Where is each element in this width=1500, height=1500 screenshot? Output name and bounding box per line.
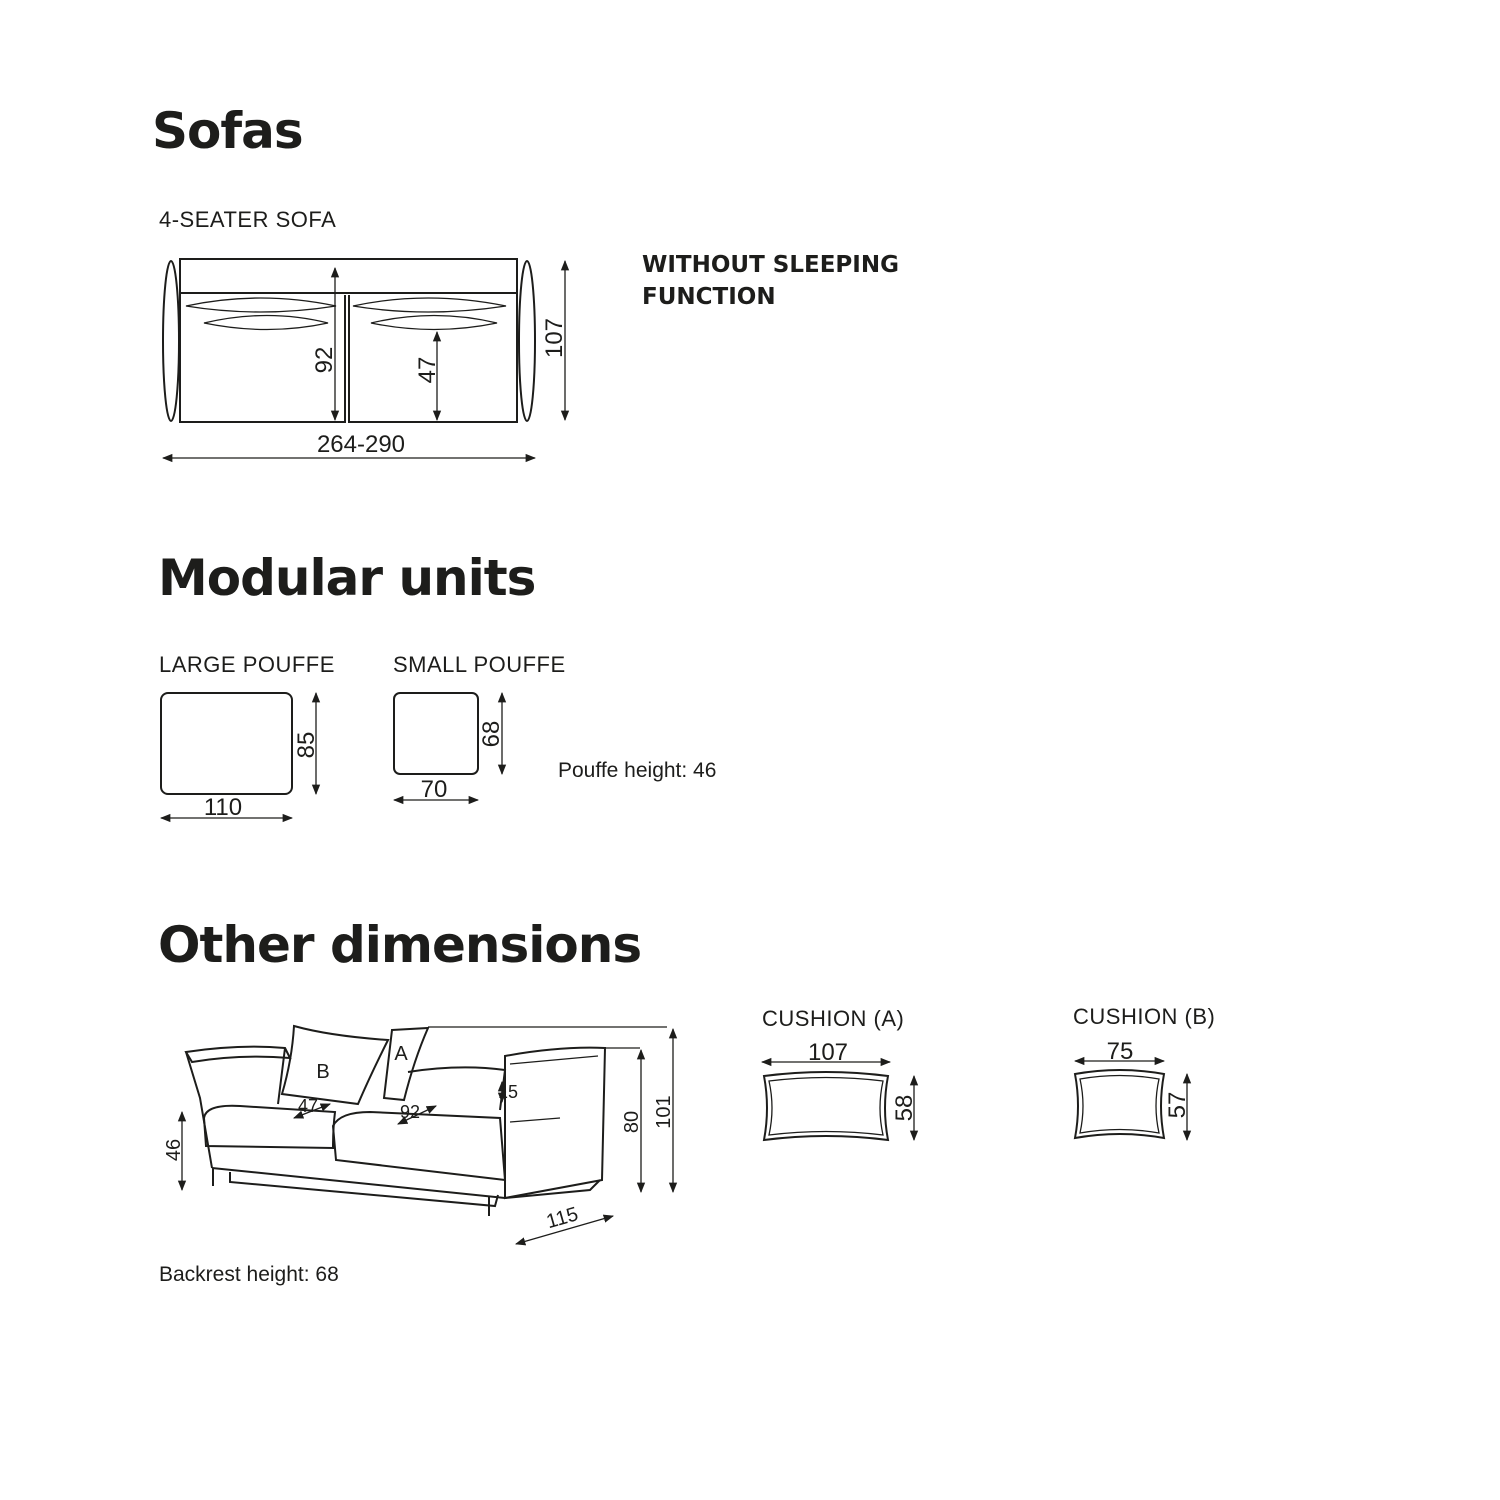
pouffe-height-note: Pouffe height: 46 <box>558 759 717 782</box>
sofa-pillow-2 <box>204 316 328 330</box>
sofa-armrest-right <box>519 261 535 421</box>
arm-15-value: 15 <box>497 1082 519 1102</box>
cushion-b-outline <box>1075 1070 1164 1138</box>
cushion-a-drawing <box>762 1039 918 1140</box>
cushion-a-height-value: 58 <box>891 1094 918 1122</box>
cushion-b-drawing <box>1075 1038 1191 1140</box>
sofa-backrest <box>180 259 517 293</box>
seat-height-value: 46 <box>163 1138 185 1162</box>
feature-line-1: WITHOUT SLEEPING <box>642 252 899 278</box>
sofa-pillow-3 <box>353 298 506 312</box>
total-height-value: 101 <box>653 1095 675 1129</box>
cushion-b-marker: B <box>316 1061 330 1083</box>
cushion-b-label: CUSHION (B) <box>1073 1004 1216 1029</box>
cushion-b-width-value: 75 <box>1106 1038 1134 1065</box>
cushion-a-outline <box>764 1072 888 1140</box>
backrest <box>408 1067 505 1110</box>
depth-value: 115 <box>543 1203 581 1234</box>
small-pouffe-width-value: 70 <box>420 776 448 803</box>
cushion-a-marker: A <box>394 1043 408 1065</box>
sofa-depth-value: 107 <box>541 317 568 359</box>
sofa-top-view <box>163 259 568 458</box>
left-armrest-top <box>186 1047 290 1062</box>
arm-height-value: 80 <box>621 1110 643 1134</box>
seat-92-value: 92 <box>399 1102 421 1122</box>
sofa-pillow-1 <box>186 298 336 312</box>
cushion-a-label: CUSHION (A) <box>762 1006 905 1031</box>
cushion-b-height-value: 57 <box>1164 1091 1191 1119</box>
large-pouffe-shape <box>161 693 292 794</box>
small-pouffe-label: SMALL POUFFE <box>393 652 566 677</box>
large-pouffe-depth-value: 85 <box>293 731 320 759</box>
seat-depth-value: 92 <box>311 346 338 374</box>
modular-units-heading: Modular units <box>158 549 536 607</box>
sofa-width-value: 264-290 <box>316 431 406 458</box>
sofa-armrest-left <box>163 261 179 421</box>
large-pouffe-drawing <box>161 693 320 821</box>
sofas-heading: Sofas <box>152 102 303 160</box>
feature-line-2: FUNCTION <box>642 284 776 310</box>
arm-depth-value: 47 <box>414 356 441 384</box>
cushion-a-width-value: 107 <box>807 1039 849 1066</box>
small-pouffe-shape <box>394 693 478 774</box>
sofa-base <box>212 1168 600 1198</box>
other-dimensions-heading: Other dimensions <box>158 916 642 974</box>
sofa-perspective-view <box>163 1026 675 1244</box>
seat-cushion-right <box>333 1112 505 1180</box>
large-pouffe-label: LARGE POUFFE <box>159 652 335 677</box>
small-pouffe-drawing <box>394 693 505 803</box>
large-pouffe-width-value: 110 <box>203 794 243 821</box>
cushion-b-shape <box>282 1026 388 1104</box>
four-seater-sofa-label: 4-SEATER SOFA <box>159 207 337 232</box>
seat-47-value: 47 <box>297 1096 319 1116</box>
sofa-pillow-4 <box>371 316 497 330</box>
backrest-height-note: Backrest height: 68 <box>159 1263 339 1286</box>
small-pouffe-depth-value: 68 <box>478 720 505 748</box>
right-armrest <box>505 1048 605 1198</box>
